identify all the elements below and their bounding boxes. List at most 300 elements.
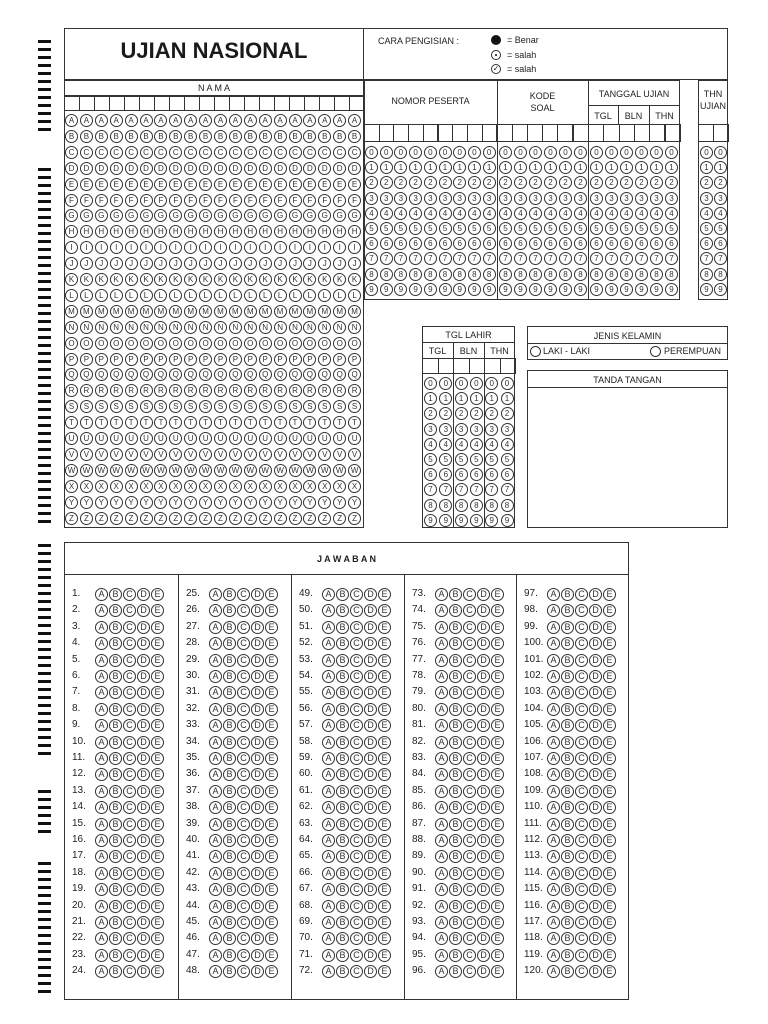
answer-bubble[interactable]: A — [209, 588, 222, 601]
answer-bubble[interactable]: A — [322, 654, 335, 667]
kode-soal-cell[interactable] — [557, 124, 573, 142]
nama-letter-bubble[interactable]: W — [140, 464, 153, 477]
answer-bubble[interactable]: A — [547, 818, 560, 831]
answer-bubble[interactable]: D — [137, 621, 150, 634]
nama-letter-bubble[interactable]: X — [110, 480, 123, 493]
nomor-peserta-bubble[interactable]: 0 — [453, 146, 466, 159]
answer-bubble[interactable]: E — [151, 604, 164, 617]
nomor-peserta-bubble[interactable]: 9 — [453, 283, 466, 296]
answer-bubble[interactable]: D — [589, 670, 602, 683]
nama-letter-bubble[interactable]: T — [214, 416, 227, 429]
answer-bubble[interactable]: A — [547, 654, 560, 667]
nama-letter-bubble[interactable]: Q — [95, 368, 108, 381]
answer-bubble[interactable]: E — [378, 736, 391, 749]
answer-bubble[interactable]: E — [265, 703, 278, 716]
answer-bubble[interactable]: E — [378, 916, 391, 929]
answer-bubble[interactable]: B — [336, 686, 349, 699]
tanggal-ujian-bubble[interactable]: 4 — [665, 207, 678, 220]
nama-letter-bubble[interactable]: T — [348, 416, 361, 429]
nama-letter-bubble[interactable]: Q — [125, 368, 138, 381]
nama-letter-bubble[interactable]: C — [229, 146, 242, 159]
nama-letter-bubble[interactable]: P — [244, 353, 257, 366]
answer-bubble[interactable]: B — [449, 949, 462, 962]
thn-ujian-bubble[interactable]: 6 — [714, 237, 727, 250]
nama-letter-bubble[interactable]: B — [244, 130, 257, 143]
nama-letter-bubble[interactable]: D — [214, 162, 227, 175]
nama-letter-bubble[interactable]: Z — [244, 512, 257, 525]
nama-letter-bubble[interactable]: W — [348, 464, 361, 477]
nama-letter-bubble[interactable]: C — [184, 146, 197, 159]
nomor-peserta-bubble[interactable]: 8 — [439, 268, 452, 281]
answer-bubble[interactable]: C — [123, 785, 136, 798]
nama-letter-bubble[interactable]: Y — [244, 496, 257, 509]
nomor-peserta-bubble[interactable]: 5 — [365, 222, 378, 235]
nomor-peserta-bubble[interactable]: 2 — [468, 176, 481, 189]
nama-letter-bubble[interactable]: I — [318, 241, 331, 254]
answer-bubble[interactable]: E — [265, 818, 278, 831]
nama-letter-bubble[interactable]: N — [274, 321, 287, 334]
nama-letter-bubble[interactable]: O — [199, 337, 212, 350]
answer-bubble[interactable]: B — [561, 867, 574, 880]
nama-letter-bubble[interactable]: G — [169, 209, 182, 222]
nama-letter-bubble[interactable]: E — [140, 178, 153, 191]
nama-letter-bubble[interactable]: H — [80, 225, 93, 238]
answer-bubble[interactable]: E — [491, 834, 504, 847]
tanggal-ujian-bubble[interactable]: 5 — [665, 222, 678, 235]
answer-bubble[interactable]: B — [223, 686, 236, 699]
nama-letter-bubble[interactable]: B — [140, 130, 153, 143]
answer-bubble[interactable]: A — [435, 818, 448, 831]
answer-bubble[interactable]: C — [123, 686, 136, 699]
nama-letter-bubble[interactable]: P — [154, 353, 167, 366]
nama-letter-bubble[interactable]: Q — [259, 368, 272, 381]
nama-letter-bubble[interactable]: I — [154, 241, 167, 254]
kode-soal-cell[interactable] — [497, 124, 513, 142]
tgl-lahir-bubble[interactable]: 0 — [455, 377, 468, 390]
nama-letter-bubble[interactable]: K — [65, 273, 78, 286]
answer-bubble[interactable]: A — [547, 900, 560, 913]
answer-bubble[interactable]: A — [209, 736, 222, 749]
nama-letter-bubble[interactable]: M — [229, 305, 242, 318]
answer-bubble[interactable]: E — [491, 801, 504, 814]
answer-bubble[interactable]: C — [350, 752, 363, 765]
tgl-lahir-bubble[interactable]: 8 — [455, 499, 468, 512]
tanggal-ujian-bubble[interactable]: 9 — [665, 283, 678, 296]
nama-letter-bubble[interactable]: K — [274, 273, 287, 286]
answer-bubble[interactable]: C — [463, 900, 476, 913]
answer-bubble[interactable]: B — [449, 719, 462, 732]
nama-letter-bubble[interactable]: E — [125, 178, 138, 191]
nama-char-cell[interactable] — [154, 96, 170, 111]
answer-bubble[interactable]: A — [95, 818, 108, 831]
answer-bubble[interactable]: D — [251, 588, 264, 601]
answer-bubble[interactable]: B — [561, 850, 574, 863]
nomor-peserta-bubble[interactable]: 2 — [380, 176, 393, 189]
answer-bubble[interactable]: D — [251, 785, 264, 798]
answer-bubble[interactable]: B — [109, 932, 122, 945]
nama-letter-bubble[interactable]: N — [348, 321, 361, 334]
nama-letter-bubble[interactable]: F — [259, 194, 272, 207]
thn-ujian-bubble[interactable]: 1 — [700, 161, 713, 174]
nomor-peserta-bubble[interactable]: 6 — [453, 237, 466, 250]
nama-letter-bubble[interactable]: B — [125, 130, 138, 143]
tanggal-ujian-bubble[interactable]: 4 — [635, 207, 648, 220]
answer-bubble[interactable]: D — [364, 752, 377, 765]
nama-letter-bubble[interactable]: U — [348, 432, 361, 445]
answer-bubble[interactable]: B — [449, 801, 462, 814]
answer-bubble[interactable]: C — [463, 588, 476, 601]
answer-bubble[interactable]: B — [223, 703, 236, 716]
tanggal-ujian-cell[interactable] — [588, 124, 604, 142]
nama-letter-bubble[interactable]: N — [65, 321, 78, 334]
nama-letter-bubble[interactable]: E — [244, 178, 257, 191]
answer-bubble[interactable]: D — [589, 965, 602, 978]
nomor-peserta-bubble[interactable]: 2 — [453, 176, 466, 189]
thn-ujian-bubble[interactable]: 9 — [714, 283, 727, 296]
answer-bubble[interactable]: D — [137, 736, 150, 749]
nama-letter-bubble[interactable]: S — [80, 400, 93, 413]
nama-letter-bubble[interactable]: O — [184, 337, 197, 350]
kode-soal-bubble[interactable]: 2 — [514, 176, 527, 189]
answer-bubble[interactable]: E — [603, 818, 616, 831]
nama-letter-bubble[interactable]: K — [154, 273, 167, 286]
answer-bubble[interactable]: E — [491, 703, 504, 716]
kode-soal-bubble[interactable]: 4 — [529, 207, 542, 220]
nama-letter-bubble[interactable]: B — [303, 130, 316, 143]
nama-letter-bubble[interactable]: N — [154, 321, 167, 334]
nama-letter-bubble[interactable]: Z — [65, 512, 78, 525]
nomor-peserta-bubble[interactable]: 5 — [409, 222, 422, 235]
answer-bubble[interactable]: B — [223, 834, 236, 847]
nama-letter-bubble[interactable]: K — [125, 273, 138, 286]
nama-letter-bubble[interactable]: F — [140, 194, 153, 207]
nama-letter-bubble[interactable]: E — [214, 178, 227, 191]
answer-bubble[interactable]: B — [561, 932, 574, 945]
tanggal-ujian-bubble[interactable]: 2 — [620, 176, 633, 189]
nama-letter-bubble[interactable]: D — [318, 162, 331, 175]
answer-bubble[interactable]: C — [575, 801, 588, 814]
nama-letter-bubble[interactable]: L — [154, 289, 167, 302]
nomor-peserta-bubble[interactable]: 4 — [365, 207, 378, 220]
nama-char-cell[interactable] — [199, 96, 215, 111]
nama-letter-bubble[interactable]: A — [140, 114, 153, 127]
tgl-lahir-bubble[interactable]: 3 — [424, 423, 437, 436]
nama-letter-bubble[interactable]: Q — [80, 368, 93, 381]
answer-bubble[interactable]: D — [477, 900, 490, 913]
answer-bubble[interactable]: B — [449, 670, 462, 683]
tanggal-ujian-bubble[interactable]: 8 — [590, 268, 603, 281]
answer-bubble[interactable]: D — [251, 801, 264, 814]
tgl-lahir-bubble[interactable]: 4 — [470, 438, 483, 451]
nama-letter-bubble[interactable]: C — [154, 146, 167, 159]
nama-letter-bubble[interactable]: Q — [244, 368, 257, 381]
nama-letter-bubble[interactable]: R — [65, 384, 78, 397]
nama-letter-bubble[interactable]: F — [184, 194, 197, 207]
nama-letter-bubble[interactable]: J — [318, 257, 331, 270]
nama-char-cell[interactable] — [274, 96, 290, 111]
answer-bubble[interactable]: B — [449, 703, 462, 716]
nama-letter-bubble[interactable]: S — [229, 400, 242, 413]
answer-bubble[interactable]: A — [95, 768, 108, 781]
answer-bubble[interactable]: B — [561, 670, 574, 683]
nama-letter-bubble[interactable]: M — [244, 305, 257, 318]
answer-bubble[interactable]: D — [364, 621, 377, 634]
tgl-lahir-bubble[interactable]: 8 — [424, 499, 437, 512]
nama-letter-bubble[interactable]: Q — [318, 368, 331, 381]
answer-bubble[interactable]: D — [251, 686, 264, 699]
answer-bubble[interactable]: C — [575, 932, 588, 945]
tanggal-ujian-bubble[interactable]: 6 — [590, 237, 603, 250]
nomor-peserta-bubble[interactable]: 5 — [453, 222, 466, 235]
nama-letter-bubble[interactable]: D — [125, 162, 138, 175]
nama-letter-bubble[interactable]: J — [154, 257, 167, 270]
nama-letter-bubble[interactable]: A — [348, 114, 361, 127]
answer-bubble[interactable]: C — [123, 883, 136, 896]
nama-letter-bubble[interactable]: X — [140, 480, 153, 493]
nama-letter-bubble[interactable]: Z — [80, 512, 93, 525]
nama-letter-bubble[interactable]: R — [184, 384, 197, 397]
answer-bubble[interactable]: B — [336, 654, 349, 667]
answer-bubble[interactable]: E — [151, 850, 164, 863]
nomor-peserta-bubble[interactable]: 9 — [483, 283, 496, 296]
nomor-peserta-bubble[interactable]: 7 — [483, 252, 496, 265]
tgl-lahir-bubble[interactable]: 7 — [501, 483, 514, 496]
nama-letter-bubble[interactable]: P — [65, 353, 78, 366]
answer-bubble[interactable]: E — [491, 686, 504, 699]
nama-letter-bubble[interactable]: F — [303, 194, 316, 207]
answer-bubble[interactable]: A — [209, 785, 222, 798]
nama-letter-bubble[interactable]: N — [95, 321, 108, 334]
answer-bubble[interactable]: A — [209, 654, 222, 667]
answer-bubble[interactable]: E — [151, 768, 164, 781]
tanggal-ujian-bubble[interactable]: 3 — [620, 192, 633, 205]
answer-bubble[interactable]: E — [491, 932, 504, 945]
answer-bubble[interactable]: B — [109, 768, 122, 781]
answer-bubble[interactable]: D — [364, 900, 377, 913]
nama-letter-bubble[interactable]: E — [80, 178, 93, 191]
answer-bubble[interactable]: C — [123, 768, 136, 781]
nama-letter-bubble[interactable]: E — [154, 178, 167, 191]
answer-bubble[interactable]: A — [209, 867, 222, 880]
nama-letter-bubble[interactable]: K — [229, 273, 242, 286]
answer-bubble[interactable]: D — [589, 604, 602, 617]
nomor-peserta-bubble[interactable]: 3 — [453, 192, 466, 205]
answer-bubble[interactable]: B — [336, 637, 349, 650]
answer-bubble[interactable]: C — [237, 818, 250, 831]
nama-letter-bubble[interactable]: C — [95, 146, 108, 159]
answer-bubble[interactable]: B — [109, 604, 122, 617]
nomor-peserta-bubble[interactable]: 8 — [483, 268, 496, 281]
answer-bubble[interactable]: D — [477, 654, 490, 667]
nama-letter-bubble[interactable]: P — [140, 353, 153, 366]
answer-bubble[interactable]: B — [561, 637, 574, 650]
nama-letter-bubble[interactable]: C — [214, 146, 227, 159]
nama-letter-bubble[interactable]: M — [184, 305, 197, 318]
answer-bubble[interactable]: B — [449, 900, 462, 913]
answer-bubble[interactable]: E — [603, 686, 616, 699]
answer-bubble[interactable]: B — [336, 621, 349, 634]
nama-char-cell[interactable] — [214, 96, 230, 111]
nama-letter-bubble[interactable]: I — [274, 241, 287, 254]
nama-letter-bubble[interactable]: X — [214, 480, 227, 493]
tgl-lahir-bubble[interactable]: 6 — [424, 468, 437, 481]
nama-letter-bubble[interactable]: A — [333, 114, 346, 127]
nama-letter-bubble[interactable]: V — [333, 448, 346, 461]
nama-letter-bubble[interactable]: E — [169, 178, 182, 191]
answer-bubble[interactable]: B — [109, 686, 122, 699]
nama-letter-bubble[interactable]: H — [318, 225, 331, 238]
tgl-lahir-bubble[interactable]: 3 — [455, 423, 468, 436]
answer-bubble[interactable]: B — [561, 703, 574, 716]
tanggal-ujian-bubble[interactable]: 6 — [605, 237, 618, 250]
thn-ujian-cell[interactable] — [713, 124, 729, 142]
tanggal-ujian-bubble[interactable]: 8 — [605, 268, 618, 281]
nama-letter-bubble[interactable]: X — [184, 480, 197, 493]
nama-letter-bubble[interactable]: G — [303, 209, 316, 222]
nama-letter-bubble[interactable]: W — [65, 464, 78, 477]
answer-bubble[interactable]: D — [364, 768, 377, 781]
nomor-peserta-bubble[interactable]: 6 — [394, 237, 407, 250]
thn-ujian-bubble[interactable]: 6 — [700, 237, 713, 250]
answer-bubble[interactable]: A — [95, 752, 108, 765]
tanggal-ujian-bubble[interactable]: 2 — [605, 176, 618, 189]
answer-bubble[interactable]: A — [547, 637, 560, 650]
answer-bubble[interactable]: B — [449, 883, 462, 896]
nomor-peserta-bubble[interactable]: 6 — [439, 237, 452, 250]
tanggal-ujian-bubble[interactable]: 9 — [650, 283, 663, 296]
nama-letter-bubble[interactable]: U — [80, 432, 93, 445]
nama-letter-bubble[interactable]: F — [154, 194, 167, 207]
answer-bubble[interactable]: A — [322, 686, 335, 699]
nama-letter-bubble[interactable]: P — [318, 353, 331, 366]
answer-bubble[interactable]: A — [435, 604, 448, 617]
nama-letter-bubble[interactable]: C — [333, 146, 346, 159]
answer-bubble[interactable]: C — [575, 916, 588, 929]
nama-letter-bubble[interactable]: A — [244, 114, 257, 127]
answer-bubble[interactable]: A — [209, 883, 222, 896]
answer-bubble[interactable]: D — [589, 916, 602, 929]
answer-bubble[interactable]: E — [378, 834, 391, 847]
answer-bubble[interactable]: D — [137, 801, 150, 814]
answer-bubble[interactable]: D — [137, 850, 150, 863]
answer-bubble[interactable]: B — [449, 654, 462, 667]
tgl-lahir-bubble[interactable]: 7 — [439, 483, 452, 496]
nama-char-cell[interactable] — [139, 96, 155, 111]
nama-letter-bubble[interactable]: U — [199, 432, 212, 445]
answer-bubble[interactable]: D — [589, 850, 602, 863]
nama-letter-bubble[interactable]: A — [259, 114, 272, 127]
nama-letter-bubble[interactable]: C — [318, 146, 331, 159]
nama-letter-bubble[interactable]: J — [303, 257, 316, 270]
nama-letter-bubble[interactable]: M — [110, 305, 123, 318]
answer-bubble[interactable]: D — [589, 867, 602, 880]
nama-letter-bubble[interactable]: L — [259, 289, 272, 302]
thn-ujian-bubble[interactable]: 0 — [700, 146, 713, 159]
nama-letter-bubble[interactable]: C — [259, 146, 272, 159]
kode-soal-bubble[interactable]: 8 — [559, 268, 572, 281]
kode-soal-bubble[interactable]: 1 — [574, 161, 587, 174]
answer-bubble[interactable]: A — [547, 916, 560, 929]
answer-bubble[interactable]: E — [265, 850, 278, 863]
nama-letter-bubble[interactable]: Y — [184, 496, 197, 509]
answer-bubble[interactable]: C — [123, 752, 136, 765]
nama-letter-bubble[interactable]: T — [110, 416, 123, 429]
nama-letter-bubble[interactable]: G — [95, 209, 108, 222]
answer-bubble[interactable]: A — [322, 588, 335, 601]
answer-bubble[interactable]: E — [378, 768, 391, 781]
nomor-peserta-bubble[interactable]: 9 — [439, 283, 452, 296]
tgl-lahir-bubble[interactable]: 6 — [485, 468, 498, 481]
nomor-peserta-bubble[interactable]: 3 — [483, 192, 496, 205]
answer-bubble[interactable]: A — [547, 850, 560, 863]
answer-bubble[interactable]: C — [463, 932, 476, 945]
answer-bubble[interactable]: D — [477, 768, 490, 781]
nama-letter-bubble[interactable]: S — [289, 400, 302, 413]
nama-letter-bubble[interactable]: X — [274, 480, 287, 493]
nama-letter-bubble[interactable]: T — [199, 416, 212, 429]
nomor-peserta-cell[interactable] — [467, 124, 483, 142]
nama-letter-bubble[interactable]: J — [244, 257, 257, 270]
laki-laki-radio[interactable] — [530, 346, 541, 357]
nama-letter-bubble[interactable]: S — [125, 400, 138, 413]
kode-soal-bubble[interactable]: 3 — [544, 192, 557, 205]
answer-bubble[interactable]: C — [237, 932, 250, 945]
kode-soal-bubble[interactable]: 6 — [529, 237, 542, 250]
answer-bubble[interactable]: C — [463, 834, 476, 847]
nama-letter-bubble[interactable]: E — [110, 178, 123, 191]
nama-letter-bubble[interactable]: L — [303, 289, 316, 302]
tanggal-ujian-bubble[interactable]: 3 — [635, 192, 648, 205]
answer-bubble[interactable]: C — [123, 818, 136, 831]
nama-letter-bubble[interactable]: T — [244, 416, 257, 429]
nama-letter-bubble[interactable]: E — [274, 178, 287, 191]
nama-letter-bubble[interactable]: W — [214, 464, 227, 477]
nama-letter-bubble[interactable]: E — [348, 178, 361, 191]
tanggal-ujian-bubble[interactable]: 4 — [650, 207, 663, 220]
thn-ujian-bubble[interactable]: 4 — [714, 207, 727, 220]
kode-soal-bubble[interactable]: 1 — [499, 161, 512, 174]
kode-soal-bubble[interactable]: 1 — [529, 161, 542, 174]
answer-bubble[interactable]: E — [603, 900, 616, 913]
nama-letter-bubble[interactable]: F — [289, 194, 302, 207]
answer-bubble[interactable]: A — [322, 719, 335, 732]
answer-bubble[interactable]: A — [209, 703, 222, 716]
answer-bubble[interactable]: B — [223, 883, 236, 896]
answer-bubble[interactable]: C — [575, 785, 588, 798]
nomor-peserta-bubble[interactable]: 4 — [453, 207, 466, 220]
nama-letter-bubble[interactable]: T — [274, 416, 287, 429]
nama-letter-bubble[interactable]: Q — [333, 368, 346, 381]
answer-bubble[interactable]: E — [491, 965, 504, 978]
nama-letter-bubble[interactable]: M — [140, 305, 153, 318]
answer-bubble[interactable]: C — [575, 686, 588, 699]
nama-letter-bubble[interactable]: L — [199, 289, 212, 302]
answer-bubble[interactable]: D — [589, 818, 602, 831]
answer-bubble[interactable]: C — [575, 949, 588, 962]
kode-soal-bubble[interactable]: 5 — [499, 222, 512, 235]
answer-bubble[interactable]: B — [109, 867, 122, 880]
nomor-peserta-bubble[interactable]: 1 — [468, 161, 481, 174]
answer-bubble[interactable]: E — [491, 736, 504, 749]
nama-char-cell[interactable] — [229, 96, 245, 111]
nama-letter-bubble[interactable]: I — [169, 241, 182, 254]
answer-bubble[interactable]: D — [137, 867, 150, 880]
thn-ujian-bubble[interactable]: 7 — [714, 252, 727, 265]
nama-char-cell[interactable] — [169, 96, 185, 111]
answer-bubble[interactable]: A — [322, 703, 335, 716]
nama-letter-bubble[interactable]: U — [125, 432, 138, 445]
nama-letter-bubble[interactable]: M — [214, 305, 227, 318]
